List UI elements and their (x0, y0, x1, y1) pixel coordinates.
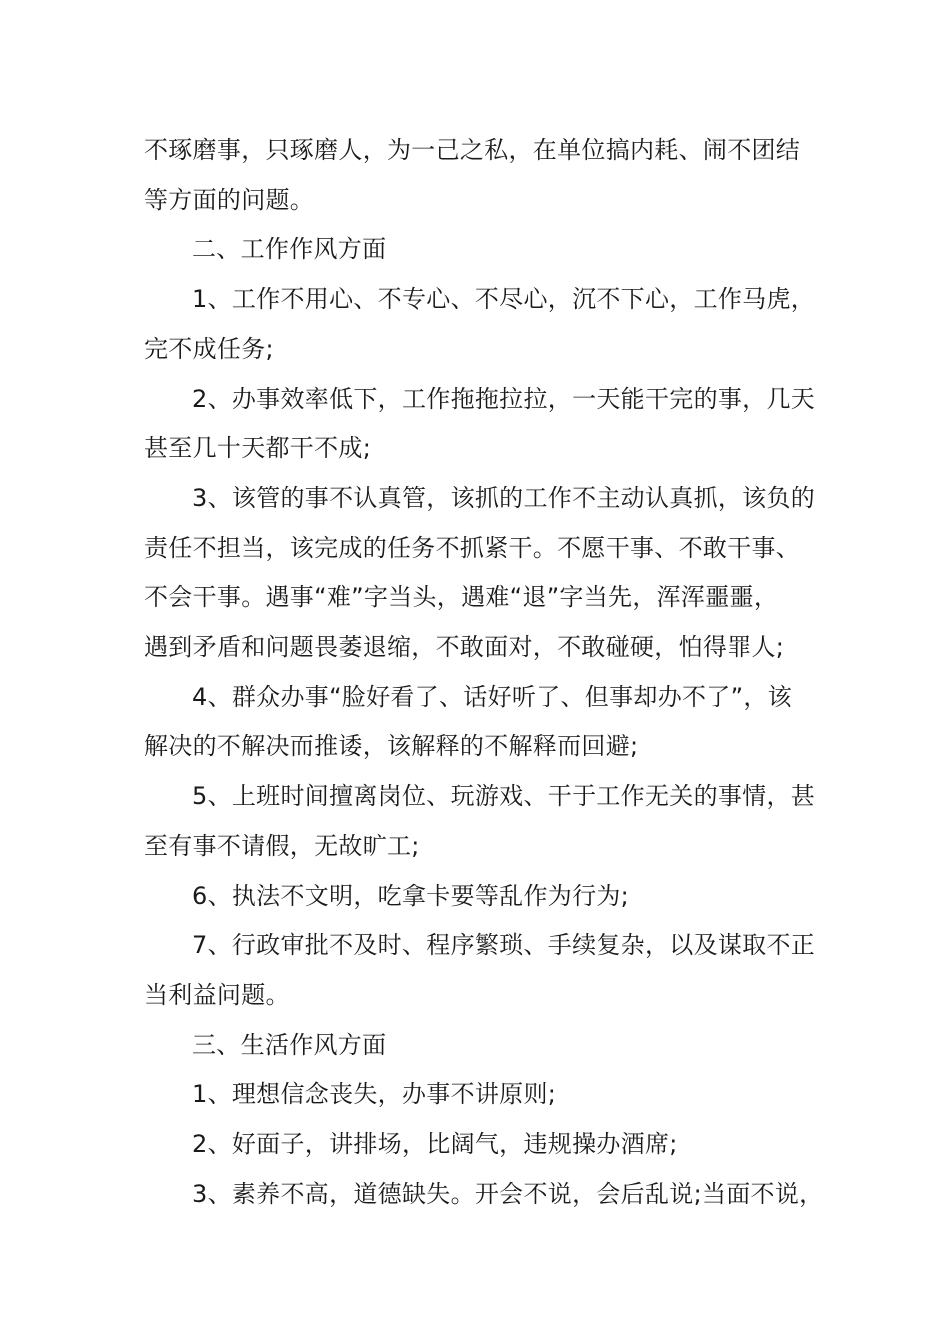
text-line: 三、生活作风方面 (192, 1030, 387, 1059)
text-line: 1、理想信念丧失，办事不讲原则; (192, 1080, 557, 1109)
document-body (144, 126, 824, 1219)
list-item-work-7 (144, 921, 816, 1020)
paragraph-continuation (144, 126, 808, 225)
text-line: 至有事不请假，无故旷工; (144, 831, 420, 860)
text-line: 不琢磨事，只琢磨人，为一己之私，在单位搞内耗、闹不团结 (144, 136, 801, 164)
section-heading-life-style (144, 1021, 808, 1071)
text-line: 遇到矛盾和问题畏萎退缩，不敢面对，不敢碰硬，怕得罪人; (144, 633, 785, 662)
text-line: 1、工作不用心、不专心、不尽心，沉不下心，工作马虎， (192, 285, 816, 314)
list-item-life-3 (144, 1170, 824, 1220)
text-line: 3、素养不高，道德缺失。开会不说，会后乱说;当面不说， (192, 1179, 824, 1208)
list-item-life-1 (144, 1070, 808, 1120)
text-line: 完不成任务; (144, 334, 274, 363)
list-item-work-3 (144, 474, 816, 673)
section-heading-work-style (144, 225, 808, 275)
text-line: 2、好面子，讲排场，比阔气，违规操办酒席; (192, 1130, 678, 1159)
text-line: 等方面的问题。 (144, 185, 315, 214)
text-line: 当利益问题。 (144, 980, 290, 1009)
text-line: 5、上班时间擅离岗位、玩游戏、干于工作无关的事情，甚 (192, 782, 816, 811)
list-item-work-5 (144, 772, 816, 871)
list-item-work-2 (144, 375, 816, 474)
list-item-work-4 (144, 673, 808, 772)
text-line: 7、行政审批不及时、程序繁琐、手续复杂，以及谋取不正 (192, 931, 816, 960)
text-line: 6、执法不文明，吃拿卡要等乱作为行为; (192, 881, 630, 910)
text-line: 2、办事效率低下，工作拖拖拉拉，一天能干完的事，几天 (192, 384, 816, 413)
text-line: 3、该管的事不认真管，该抓的工作不主动认真抓，该负的 (192, 483, 816, 512)
text-line: 4、群众办事“脸好看了、话好听了、但事却办不了”，该 (192, 682, 792, 711)
text-line: 二、工作作风方面 (192, 235, 387, 264)
text-line: 责任不担当，该完成的任务不抓紧干。不愿干事、不敢干事、 (144, 533, 801, 562)
text-line: 解决的不解决而推诿，该解释的不解释而回避; (144, 732, 639, 761)
text-line: 甚至几十天都干不成; (144, 434, 372, 463)
text-line: 不会干事。遇事“难”字当头，遇难“退”字当先，浑浑噩噩， (144, 583, 779, 612)
list-item-life-2 (144, 1120, 808, 1170)
list-item-work-6 (144, 872, 808, 922)
list-item-work-1 (144, 275, 816, 374)
